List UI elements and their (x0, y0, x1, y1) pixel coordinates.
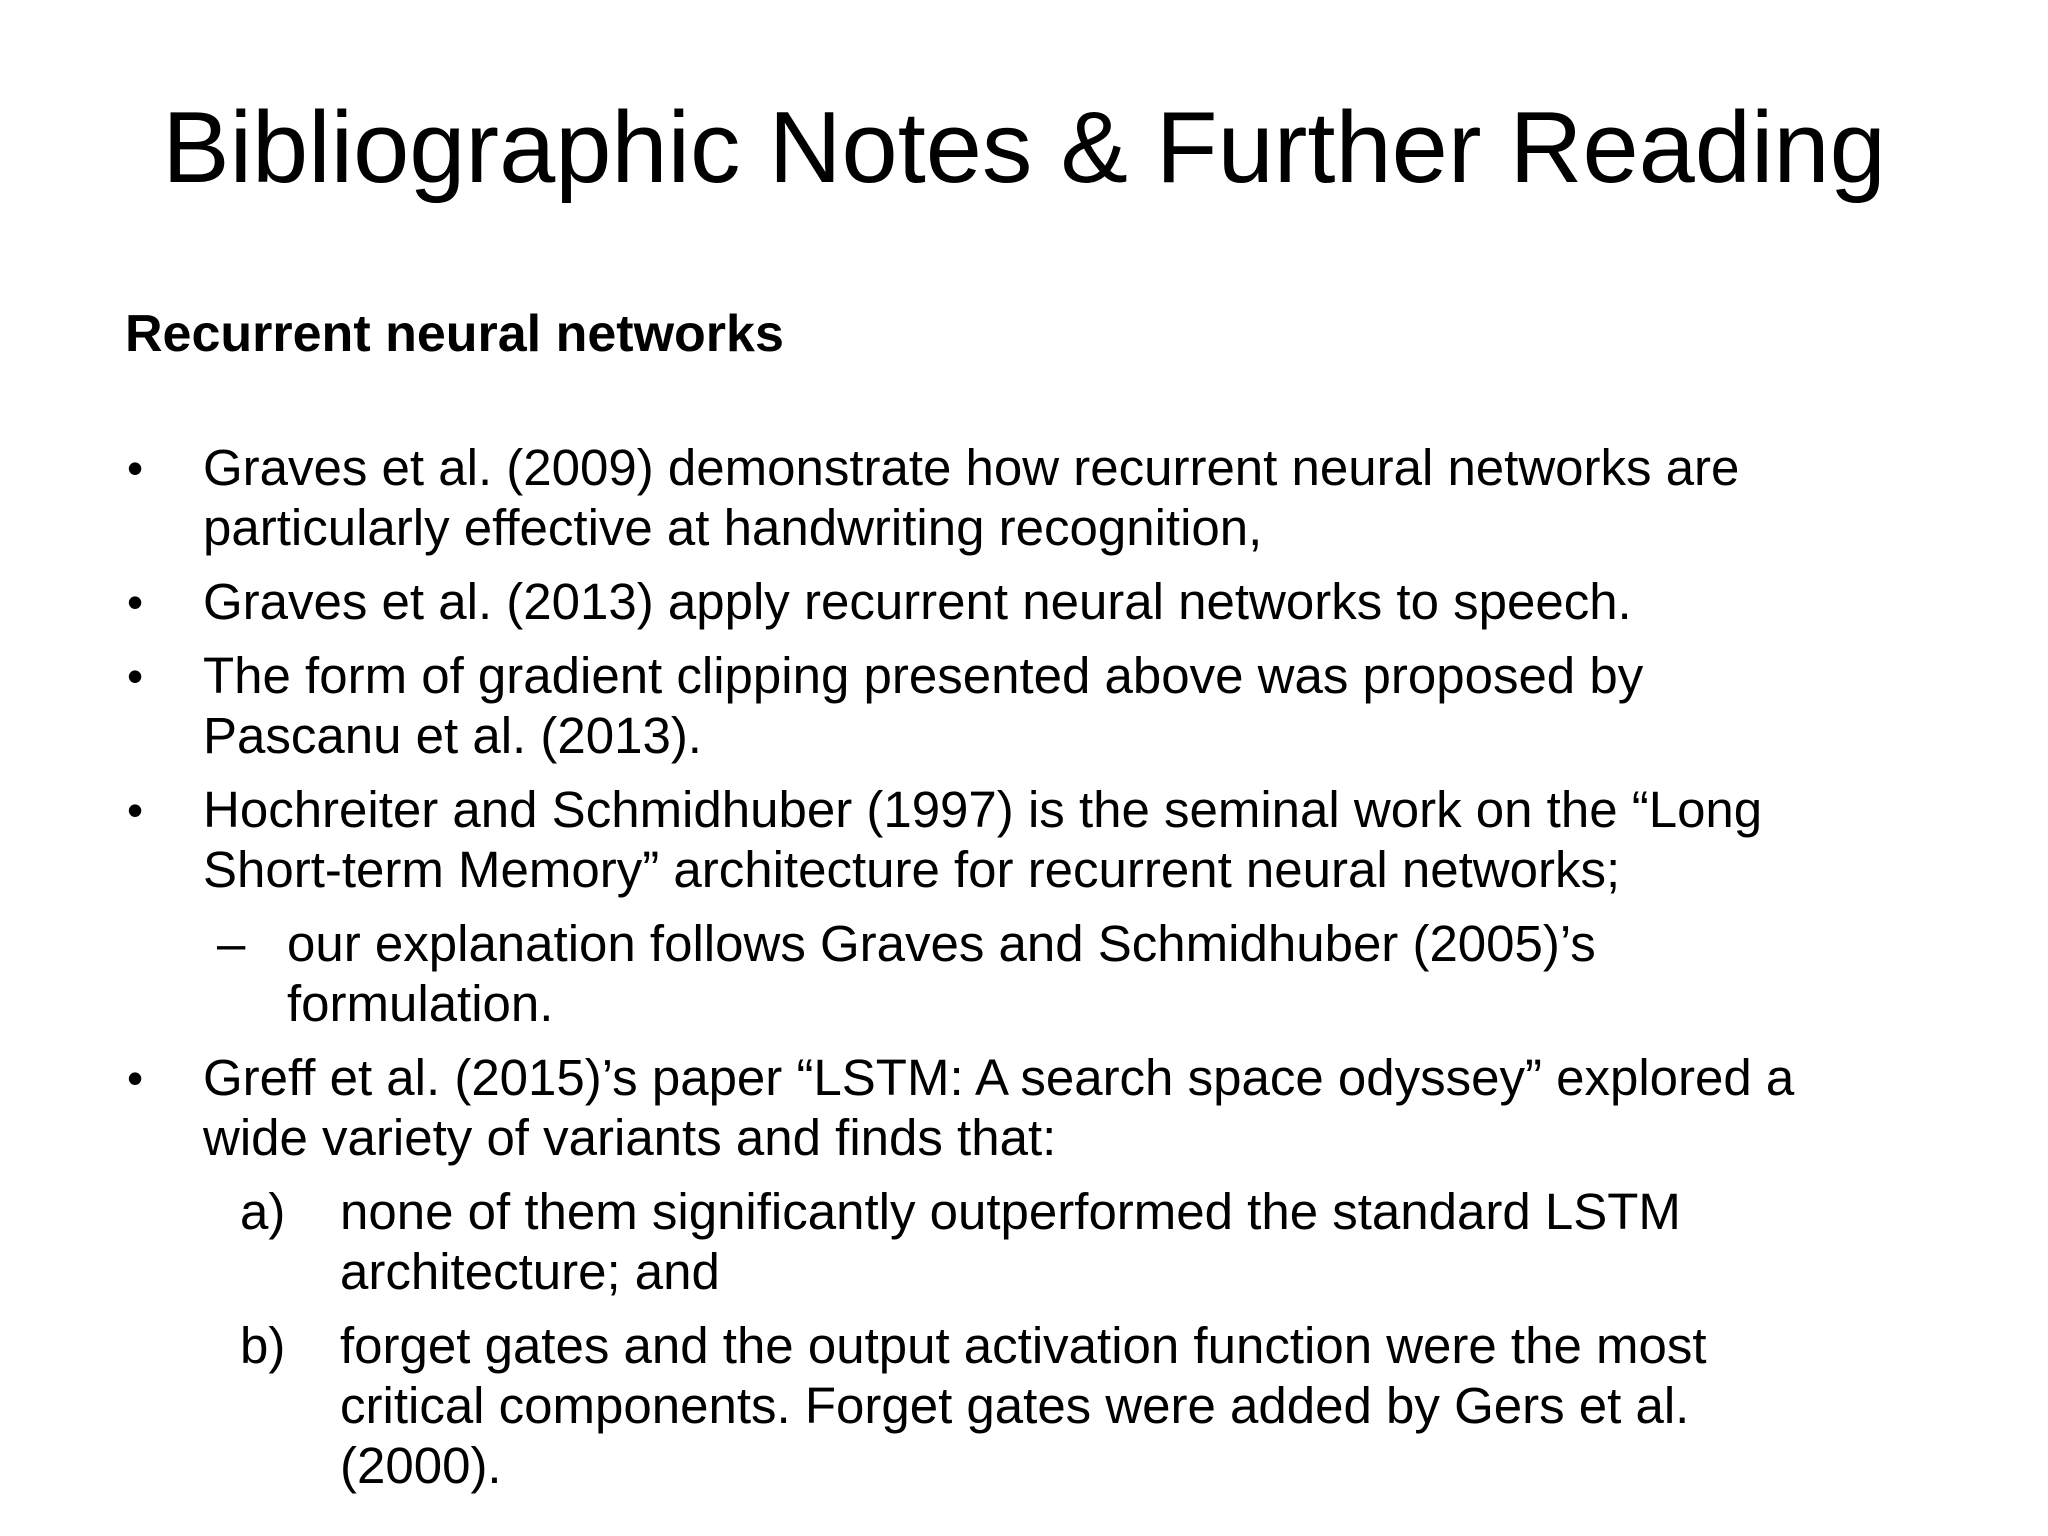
lettered-item-b (240, 1316, 2005, 1496)
lettered-item-a (240, 1182, 2005, 1302)
lettered-text-line: critical components. Forget gates were added by Gers et al. (340, 1377, 1690, 1434)
bullet-marker: • (127, 784, 144, 836)
dash-marker: – (217, 915, 246, 972)
sub-bullet-text-line: our explanation follows Graves and Schmidhuber (2005)’s (287, 915, 1596, 972)
bullet-item-greff-2015 (125, 1048, 2005, 1168)
bullet-item-hochreiter-1997 (125, 780, 2005, 900)
section-heading: Recurrent neural networks (125, 305, 784, 363)
sub-bullet-text-line: formulation. (287, 975, 554, 1032)
bullet-marker: • (127, 576, 144, 628)
bullet-text-line: particularly effective at handwriting recognition, (203, 499, 1263, 556)
bullet-text-line: Short-term Memory” architecture for recurrent neural networks; (203, 841, 1621, 898)
bullet-text-line: Graves et al. (2013) apply recurrent neural networks to speech. (203, 573, 1632, 630)
bullet-text-line: Greff et al. (2015)’s paper “LSTM: A search space odyssey” explored a (203, 1049, 1795, 1106)
bullet-marker: • (127, 650, 144, 702)
lettered-text-line: architecture; and (340, 1243, 720, 1300)
bullet-item-gradient-clipping (125, 646, 2005, 766)
bullet-item-graves-2013 (125, 572, 2005, 632)
bullet-text-line: The form of gradient clipping presented above was proposed by (203, 647, 1644, 704)
lettered-text-line: (2000). (340, 1437, 502, 1494)
bullet-list (125, 438, 2005, 1510)
lettered-text-line: none of them significantly outperformed the standard LSTM (340, 1183, 1681, 1240)
bullet-text-line: Hochreiter and Schmidhuber (1997) is the seminal work on the “Long (203, 781, 1763, 838)
letter-marker: a) (240, 1183, 286, 1240)
bullet-text-line: wide variety of variants and finds that: (203, 1109, 1057, 1166)
letter-marker: b) (240, 1317, 286, 1374)
slide-title: Bibliographic Notes & Further Reading (162, 92, 1886, 204)
bullet-item-graves-2009 (125, 438, 2005, 558)
sub-bullet-item-graves-schmidhuber-2005 (217, 914, 2005, 1034)
bullet-text-line: Pascanu et al. (2013). (203, 707, 702, 764)
bullet-text-line: Graves et al. (2009) demonstrate how recurrent neural networks are (203, 439, 1740, 496)
bullet-marker: • (127, 442, 144, 494)
bullet-marker: • (127, 1052, 144, 1104)
lettered-text-line: forget gates and the output activation function were the most (340, 1317, 1707, 1374)
